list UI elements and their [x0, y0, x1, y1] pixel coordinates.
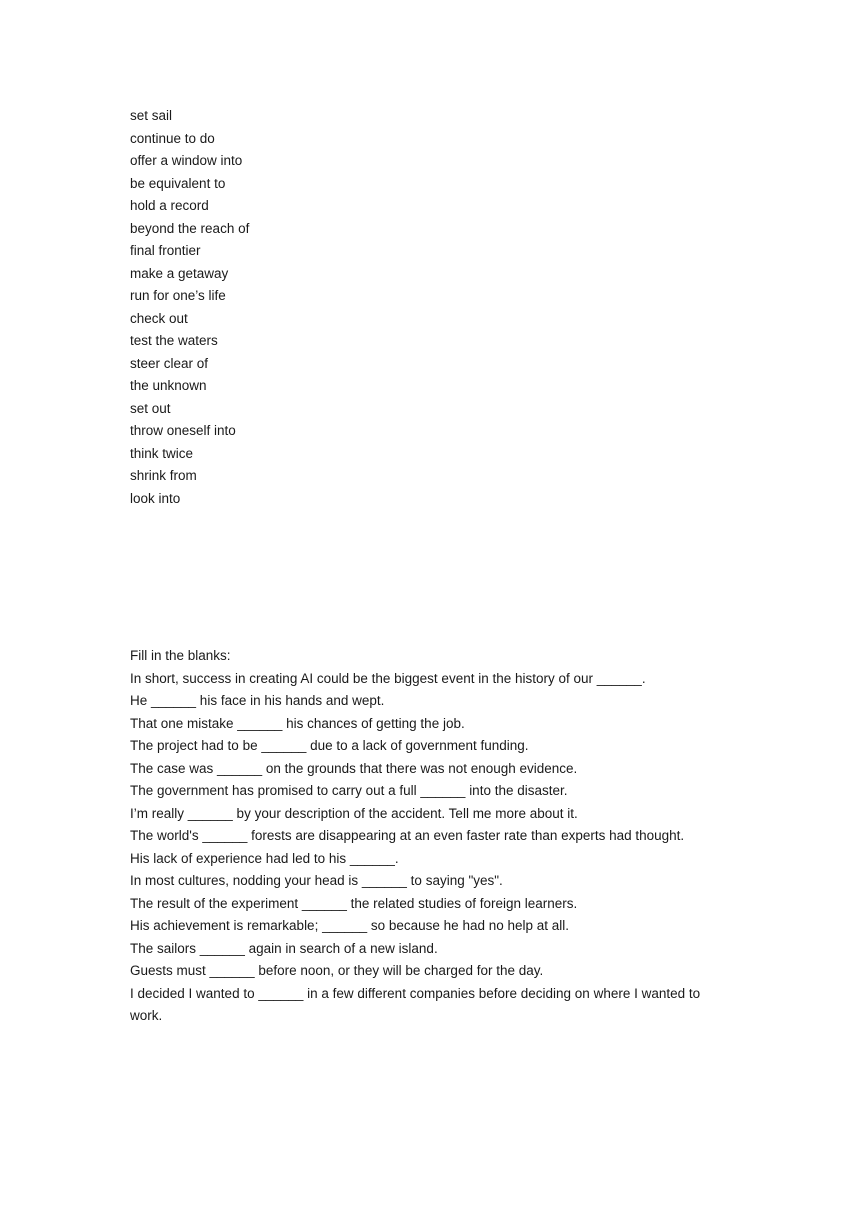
exercise-sentence: His achievement is remarkable; ______ so because he had no help at all. [130, 918, 570, 933]
phrase-item: steer clear of [130, 355, 209, 371]
phrase-item: continue to do [130, 130, 215, 146]
exercise-sentence: That one mistake ______ his chances of getting the job. [130, 715, 465, 731]
exercise-heading: Fill in the blanks: [130, 648, 231, 663]
phrase-item: offer a window into [130, 153, 243, 168]
phrase-item: check out [130, 310, 188, 326]
phrase-item: throw oneself into [130, 423, 236, 438]
exercise-sentence: His lack of experience had led to his ______. [130, 850, 399, 866]
exercise-sentence: The government has promised to carry out a full ______ into the disaster. [130, 783, 568, 798]
phrase-item: the unknown [130, 378, 207, 393]
phrase-item: be equivalent to [130, 175, 226, 191]
phrase-list [130, 105, 730, 510]
phrase-item: test the waters [130, 333, 218, 348]
exercise-sentence: The world's ______ forests are disappearing at an even faster rate than experts had thought. [130, 828, 685, 843]
phrase-item: run for one’s life [130, 288, 226, 303]
phrase-item: beyond the reach of [130, 220, 250, 236]
phrase-item: hold a record [130, 198, 209, 213]
phrase-item: set sail [130, 108, 173, 123]
phrase-item: final frontier [130, 243, 201, 258]
exercise-sentence: He ______ his face in his hands and wept. [130, 693, 385, 708]
exercise-sentence: The sailors ______ again in search of a new island. [130, 940, 438, 956]
exercise-sentence: I’m really ______ by your description of the accident. Tell me more about it. [130, 805, 578, 821]
phrase-item: look into [130, 490, 181, 506]
phrase-item: make a getaway [130, 265, 229, 281]
phrase-item: set out [130, 400, 171, 416]
exercise-sentence: The result of the experiment ______ the related studies of foreign learners. [130, 895, 578, 911]
exercise-sentence: The project had to be ______ due to a lack of government funding. [130, 738, 529, 753]
exercise-sentence: Guests must ______ before noon, or they will be charged for the day. [130, 963, 544, 978]
exercise-sentence: In short, success in creating AI could be the biggest event in the history of our ______. [130, 670, 646, 686]
exercise-sentence: In most cultures, nodding your head is ______ to saying "yes". [130, 873, 503, 888]
phrase-item: think twice [130, 445, 194, 461]
exercise-sentence: I decided I wanted to ______ in a few different companies before deciding on where I wanted to work. [130, 985, 701, 1023]
exercise-sentence: The case was ______ on the grounds that there was not enough evidence. [130, 760, 578, 776]
phrase-item: shrink from [130, 468, 197, 483]
fill-in-blanks-exercise [130, 645, 732, 1028]
